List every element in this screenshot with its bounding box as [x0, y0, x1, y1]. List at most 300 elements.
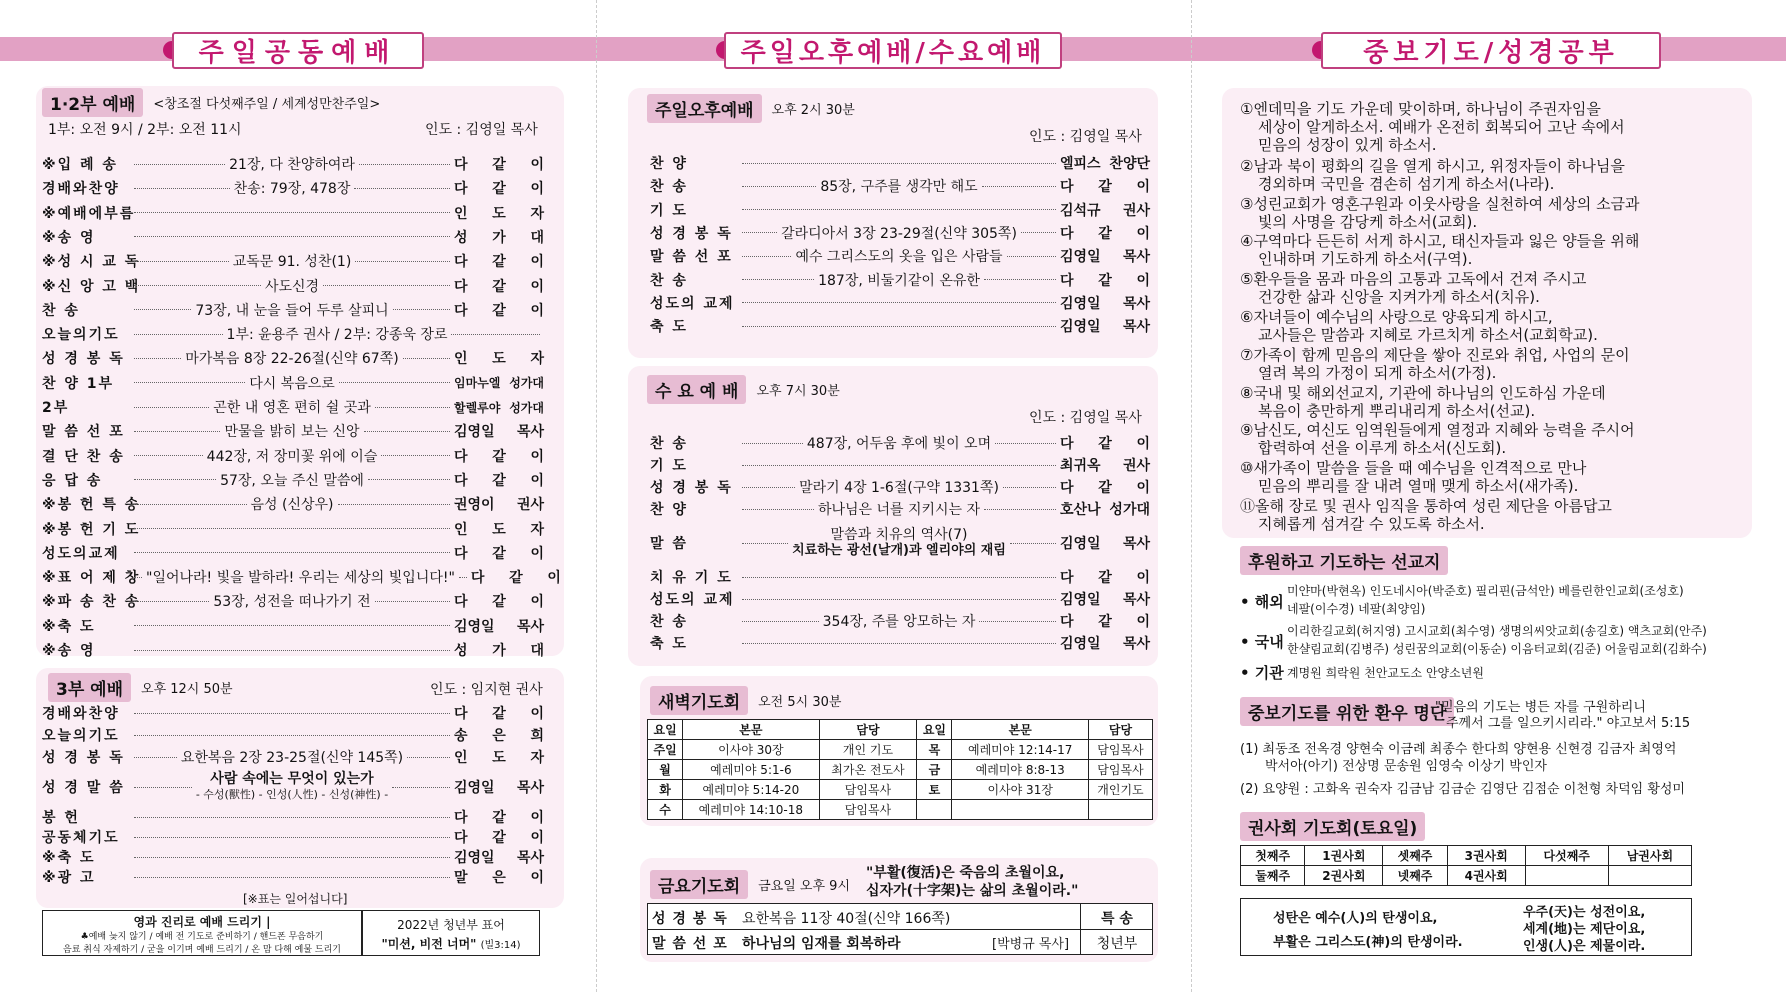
dot-leader: [451, 334, 540, 335]
order-row: [42, 420, 544, 442]
friday-col-divider: [1080, 904, 1081, 954]
order-row: [650, 454, 1150, 476]
order-row: [650, 245, 1150, 267]
missions-domestic-label: • 국내: [1240, 633, 1284, 651]
dot-leader: [134, 164, 225, 165]
friday-section: [650, 870, 850, 899]
table-row: [1241, 846, 1692, 866]
prayer-item: [1240, 157, 1625, 193]
dot-leader: [323, 285, 450, 286]
dot-leader: [354, 188, 450, 189]
sick-list-line-1: (1) 최동조 전옥경 양현숙 이금례 최종수 한다희 양현용 신현경 김금자 최영억: [1240, 742, 1677, 757]
dawn-section: [650, 686, 841, 715]
order-label: 성도의 교제: [650, 592, 735, 608]
dot-leader: [742, 599, 1056, 600]
order-label: 성도의 교제: [650, 295, 735, 312]
prayer-line: 인내하며 기도하게 하소서(구역).: [1258, 250, 1473, 269]
order-label: 응 답 송: [42, 472, 103, 489]
table-cell: 개인기도: [1088, 780, 1152, 800]
missions-org-line: 계명원 희락원 천안교도소 안양소년원: [1287, 666, 1484, 680]
order-content: 53장, 성전을 떠나가기 전: [213, 594, 371, 611]
dot-leader: [375, 601, 450, 602]
section-tag: 새벽기도회: [650, 686, 748, 715]
order-label: ※축 도: [42, 850, 96, 866]
order-label: 성 경 봉 독: [42, 750, 125, 766]
table-cell: 담임목사: [819, 780, 917, 800]
sick-list-section: [1240, 697, 1454, 726]
order-row: [42, 702, 544, 724]
order-label: 치 유 기 도: [650, 570, 733, 586]
dot-leader: [742, 163, 1056, 164]
prayer-item: [1240, 232, 1639, 268]
prayer-line: ③성린교회가 영혼구원과 이웃사랑을 실천하여 세상의 소금과: [1240, 194, 1640, 213]
dot-leader: [134, 407, 209, 408]
prayer-line: 세상이 알게하소서. 예배가 온전히 회복되어 고난 속에서: [1258, 118, 1625, 136]
order-label: 성 경 말 씀: [42, 780, 125, 796]
order-content: [196, 772, 388, 802]
table-cell: [1608, 866, 1691, 886]
order-row: [42, 866, 544, 888]
table-cell: 담임목사: [1088, 760, 1152, 780]
dot-leader: [742, 465, 1056, 466]
order-content: 요한복음 2장 23-25절(신약 145쪽): [180, 750, 404, 766]
dot-leader: [134, 552, 450, 553]
order-person: 김영일 목사: [1060, 636, 1150, 652]
dot-leader: [134, 382, 245, 383]
motto-text: [363, 935, 539, 952]
order-row: [650, 566, 1150, 588]
order-row: [42, 226, 544, 248]
prayer-line: ⑤환우들을 몸과 마음의 고통과 고독에서 건져 주시고: [1240, 270, 1587, 289]
order-label: 오늘의기도: [42, 728, 120, 744]
dot-leader: [134, 528, 450, 529]
dot-leader: [742, 186, 816, 187]
order-person: 최귀옥 권사: [1060, 458, 1150, 474]
order-person: 김석규 권사: [1060, 202, 1150, 219]
missions-overseas-line-1: 미얀마(박현옥) 인도네시아(박준호) 필리핀(금석안) 베를린한인교회(조성호): [1287, 584, 1684, 598]
table-cell: 예레미야 5:14-20: [683, 780, 819, 800]
dot-leader: [134, 261, 229, 262]
dot-leader: [134, 358, 181, 359]
dot-leader: [742, 302, 1056, 303]
dot-leader: [134, 757, 177, 758]
order-row: [650, 632, 1150, 654]
standing-note: [※표는 일어섭니다]: [243, 892, 348, 906]
prayer-line: ⑦가족이 함께 믿음의 제단을 쌓아 진로와 취업, 사업의 문이: [1240, 345, 1630, 364]
order-content: 하나님은 너를 지키시는 자: [817, 502, 981, 518]
order-label: 성 경 봉 독: [42, 351, 125, 368]
dot-leader: [338, 504, 451, 505]
order-content-line-1: 말씀과 치유의 역사(7): [830, 527, 968, 543]
dot-leader: [742, 256, 791, 257]
prayer-item: [1240, 384, 1606, 420]
dot-leader: [742, 509, 814, 510]
order-row: [42, 746, 544, 768]
dot-leader: [742, 543, 788, 544]
order-row: [42, 299, 544, 321]
sick-quote-2: 주께서 그를 일으키시리라." 야고보서 5:15: [1446, 716, 1691, 731]
order-label: 찬 송: [42, 302, 80, 319]
order-content: 73장, 내 눈을 들어 두루 살피니: [195, 302, 389, 319]
order-label: ※봉 헌 기 도: [42, 521, 141, 538]
sunday-afternoon-section: [647, 94, 855, 123]
friday-order-box: [647, 903, 1153, 955]
table-cell: [1088, 800, 1152, 820]
prayer-line: ②남과 북이 평화의 길을 열게 하시고, 위정자들이 하나님을: [1240, 156, 1625, 175]
dot-leader: [979, 621, 1056, 622]
order-person: 다 같 이: [454, 830, 544, 846]
prayer-line: 합력하여 선을 이루게 하소서(신도회).: [1258, 439, 1507, 458]
section-sub: 금요일 오후 9시: [758, 879, 851, 894]
table-cell: 남권사회: [1608, 846, 1691, 866]
order-person: 다 같 이: [454, 706, 544, 722]
dot-leader: [134, 601, 209, 602]
order-row: [42, 542, 544, 564]
order-label: ※입 례 송: [42, 157, 118, 173]
table-cell: 1권사회: [1305, 846, 1383, 866]
order-person: 김영일 목사: [1060, 295, 1150, 312]
service-leader: 인도 : 임지현 권사: [430, 682, 543, 698]
dot-leader: [1007, 256, 1056, 257]
section-tag: 수 요 예 배: [647, 375, 746, 404]
table-row: [648, 800, 1153, 820]
prayer-line: 건강한 삶과 신앙을 지켜가게 하소서(치유).: [1258, 288, 1540, 307]
order-label: 찬 송: [650, 272, 688, 289]
missions-domestic-line-2: 한샬림교회(김병주) 성린꿈의교회(이동순) 이음터교회(김준) 어울림교회(김화수): [1287, 642, 1707, 656]
order-row: [42, 590, 544, 612]
dot-leader: [459, 577, 467, 578]
table-cell: 금: [917, 760, 952, 780]
order-row: [42, 396, 544, 418]
order-person: 김영일 목사: [454, 780, 544, 796]
sick-list-line-2: 박서아(아기) 전상명 문송원 임영숙 이상기 박인자: [1265, 759, 1547, 774]
table-row: [648, 760, 1153, 780]
order-content: 57장, 오늘 주신 말씀에: [220, 472, 364, 489]
dot-leader: [368, 479, 450, 480]
prayer-line: 경외하며 국민을 겸손히 섬기게 하소서(나라).: [1258, 174, 1555, 193]
final-b3: 인생(人)은 제물이라.: [1523, 939, 1646, 954]
dot-leader: [134, 309, 191, 310]
order-label: 공동체기도: [42, 830, 120, 846]
friday-row-2-speaker: [박병규 목사]: [992, 937, 1070, 952]
order-content: 85장, 구주를 생각만 해도: [820, 179, 978, 196]
order-content: 487장, 어두움 후에 빛이 오며: [806, 436, 992, 452]
order-row: [650, 476, 1150, 498]
final-a2: 부활은 그리스도(神)의 탄생이라.: [1273, 935, 1463, 950]
order-row: [42, 639, 544, 661]
prayer-line: 열려 복의 가정이 되게 하소서(가정).: [1258, 363, 1497, 382]
friday-quote-1: "부활(復活)은 죽음의 초월이요,: [866, 865, 1065, 881]
order-content: 다시 복음으로: [249, 375, 335, 392]
order-label: 결 단 찬 송: [42, 448, 125, 465]
order-person: 다 같 이: [454, 254, 544, 271]
dot-leader: [995, 443, 1056, 444]
order-row: [650, 432, 1150, 454]
order-person: 말 은 이: [454, 870, 544, 886]
dot-leader: [1021, 232, 1056, 233]
order-label: 찬 송: [650, 436, 688, 452]
dot-leader: [134, 212, 450, 213]
order-person: 다 같 이: [454, 810, 544, 826]
order-row: [42, 493, 544, 515]
table-cell: 최가온 전도사: [819, 760, 917, 780]
order-row: [650, 292, 1150, 314]
table-row: [1241, 866, 1692, 886]
prayer-line: 빛의 사명을 감당케 하소서(교회).: [1258, 212, 1478, 231]
order-label: 기 도: [650, 458, 688, 474]
order-person: 다 같 이: [454, 594, 544, 611]
prayer-line: ⑨남신도, 여신도 임역원들에게 열정과 지혜와 능력을 주시어: [1240, 421, 1635, 440]
order-row: [650, 175, 1150, 197]
column-divider: [596, 0, 597, 992]
order-row: [42, 177, 544, 199]
order-content-line-2: 치료하는 광선(날개)과 엘리야의 재림: [792, 543, 1006, 558]
kwonsa-section: [1240, 812, 1425, 841]
order-row: [42, 469, 544, 491]
dot-leader: [134, 625, 450, 626]
order-person: 다 같 이: [1060, 436, 1150, 452]
order-content: 곤한 내 영혼 편히 쉴 곳과: [213, 400, 371, 416]
dot-leader: [134, 479, 216, 480]
order-content: "일어나라! 빛을 발하라! 우리는 세상의 빛입니다!": [146, 570, 455, 587]
order-content: 말라기 4장 1-6절(구약 1331쪽): [799, 480, 999, 496]
missions-org-label: • 기관: [1240, 664, 1284, 682]
order-row: [42, 518, 544, 540]
dot-leader: [134, 334, 223, 335]
order-person: 호산나 성가대: [1060, 502, 1150, 518]
prayer-line: 믿음의 성장이 있게 하소서.: [1258, 136, 1437, 154]
order-person: 임마누엘 성가대: [454, 376, 545, 391]
order-content: 마가복음 8장 22-26절(신약 67쪽): [185, 351, 399, 368]
table-header-cell: 본문: [683, 720, 819, 740]
table-header-cell: 본문: [952, 720, 1088, 740]
order-person: 다 같 이: [454, 157, 544, 173]
order-person: 엘피스 찬양단: [1060, 156, 1150, 172]
order-content: 갈라디아서 3장 23-29절(신약 305쪽): [781, 225, 1017, 242]
order-label: 2부: [42, 400, 70, 416]
section-sub: 오후 12시 50분: [141, 682, 233, 697]
dot-leader: [134, 735, 450, 736]
section-sub: <창조절 다섯째주일 / 세계성만찬주일>: [153, 97, 381, 112]
order-row: [42, 615, 544, 637]
order-label: 찬 양 1부: [42, 375, 115, 392]
order-row: [42, 846, 544, 868]
final-b2: 세계(地)는 제단이요,: [1523, 922, 1646, 937]
dot-leader: [982, 186, 1056, 187]
table-cell: 예레미야 14:10-18: [683, 800, 819, 820]
prayer-line: 교사들은 말씀과 지혜로 가르치게 하소서(교회학교).: [1258, 325, 1598, 344]
section-tag: 1·2부 예배: [42, 88, 143, 117]
order-person: 다 같 이: [470, 570, 561, 587]
friday-row-2-content: 하나님의 임재를 회복하라: [742, 936, 901, 952]
order-person: 다 같 이: [454, 448, 545, 465]
dot-leader: [134, 236, 450, 237]
service-leader: 인도 : 김영일 목사: [1029, 410, 1142, 426]
table-cell: 4권사회: [1447, 866, 1525, 886]
kwonsa-schedule-table: [1240, 845, 1692, 886]
order-person: 김영일 목사: [1060, 249, 1151, 266]
order-label: ※성 시 교 독: [42, 254, 141, 271]
order-row: [650, 199, 1150, 221]
dot-leader: [742, 232, 777, 233]
table-header-row: [648, 720, 1153, 740]
dot-leader: [375, 407, 450, 408]
table-cell: 다섯째주: [1525, 846, 1608, 866]
table-cell: 주일: [648, 740, 683, 760]
dot-leader: [403, 358, 450, 359]
friday-row-divider: [648, 929, 1152, 930]
dot-leader: [742, 643, 1056, 644]
order-row: [42, 323, 544, 345]
order-person: 인 도 자: [454, 351, 544, 368]
table-cell: 토: [917, 780, 952, 800]
order-person: 김영일 목사: [454, 618, 544, 635]
order-person: 성 가 대: [454, 643, 544, 659]
guide-line-2: 음료 취식 자제하기 / 굳을 이기며 예배 드리기 / 온 맘 다해 예물 드리기: [63, 945, 341, 955]
order-label: 말 씀 선 포: [42, 424, 125, 441]
dot-leader: [742, 326, 1056, 327]
dot-leader: [364, 431, 450, 432]
dot-leader: [134, 857, 450, 858]
motto-final-box: [1240, 898, 1692, 956]
order-person: 다 같 이: [454, 472, 544, 489]
order-content: 만물을 밝히 보는 신앙: [224, 424, 360, 441]
order-row: [650, 588, 1150, 610]
dot-leader: [134, 837, 450, 838]
dot-leader: [355, 261, 450, 262]
order-content-line-2: - 수성(獸性) - 인성(人性) - 신성(神性) -: [195, 788, 389, 801]
order-label: ※예배에부름: [42, 205, 136, 222]
table-cell: 3권사회: [1447, 846, 1525, 866]
section-tag: 주일오후예배: [647, 94, 762, 123]
order-label: 찬 송: [650, 614, 688, 630]
order-label: 봉 헌: [42, 810, 80, 826]
table-cell: 예레미야 8:8-13: [952, 760, 1088, 780]
prayer-item: [1240, 497, 1612, 533]
dot-leader: [134, 787, 192, 788]
order-person: 성 가 대: [454, 229, 544, 246]
order-label: ※신 앙 고 백: [42, 278, 141, 295]
table-cell: 화: [648, 780, 683, 800]
table-cell: 수: [648, 800, 683, 820]
friday-row-2-label: 말 씀 선 포: [652, 936, 728, 952]
order-label: 찬 양: [650, 156, 688, 172]
order-person: 다 같 이: [1060, 225, 1151, 242]
order-row: [42, 445, 544, 467]
prayer-line: ⑪올해 장로 및 권사 임직을 통하여 성린 제단을 아름답고: [1240, 496, 1612, 515]
service-time: 1부: 오전 9시 / 2부: 오전 11시: [48, 122, 242, 138]
order-person: 다 같 이: [454, 278, 545, 295]
order-person: 송 은 희: [454, 728, 544, 744]
sick-list-line-3: (2) 요양원 : 고화옥 권숙자 김금남 김금순 김영단 김점순 이천형 차덕임 황성미: [1240, 782, 1685, 797]
order-content: 음성 (신상우): [250, 497, 334, 514]
order-label: ※송 영: [42, 229, 96, 246]
order-person: 다 같 이: [1060, 179, 1150, 196]
guide-line-1: ♣예배 늦지 않기 / 예배 전 기도로 준비하기 / 핸드폰 무음하기: [80, 932, 324, 942]
table-cell: 예레미야 5:1-6: [683, 760, 819, 780]
order-label: ※축 도: [42, 618, 96, 635]
final-a1: 성탄은 예수(人)의 탄생이요,: [1273, 911, 1438, 926]
dot-leader: [134, 877, 450, 878]
missions-domestic-line-1: 이리한길교회(허지영) 고시교회(최수영) 생명의씨앗교회(송길호) 액츠교회(안주): [1287, 624, 1707, 638]
dot-leader: [134, 504, 247, 505]
column-divider: [1191, 0, 1192, 992]
order-content: 사도신경: [264, 278, 320, 295]
friday-quote-2: 십자가(十字架)는 삶의 초월이라.": [866, 883, 1079, 899]
order-label: ※봉 헌 특 송: [42, 497, 141, 514]
final-b1: 우주(天)는 성전이요,: [1523, 905, 1646, 920]
order-label: 성 경 봉 독: [650, 480, 733, 496]
missions-overseas-line-2: 네팔(이수경) 네팔(최양임): [1287, 602, 1426, 616]
order-content: 187장, 비둘기같이 온유한: [818, 272, 980, 289]
order-person: 인 도 자: [454, 205, 544, 222]
order-person: 다 같 이: [454, 181, 545, 198]
dot-leader: [134, 817, 450, 818]
table-cell: 담임목사: [1088, 740, 1152, 760]
missions-overseas-label: • 해외: [1240, 593, 1284, 611]
order-row: [42, 566, 561, 588]
order-label: 찬 양: [650, 502, 688, 518]
dot-leader: [134, 577, 142, 578]
order-person: 김영일 목사: [1060, 319, 1150, 336]
order-label: 기 도: [650, 202, 688, 219]
order-row: [42, 153, 544, 175]
guide-title: 영과 진리로 예배 드리기 |: [133, 915, 271, 929]
order-content: 예수 그리스도의 옷을 입은 사람들: [795, 249, 1003, 266]
order-person: 김영일 목사: [1060, 592, 1150, 608]
section-sub: 오후 2시 30분: [771, 103, 855, 118]
order-person: 김영일 목사: [454, 424, 545, 441]
order-label: ※광 고: [42, 870, 96, 886]
dot-leader: [134, 188, 230, 189]
table-cell: 셋째주: [1383, 846, 1447, 866]
order-person: 인 도 자: [454, 521, 544, 538]
order-person: 권영이 권사: [454, 497, 544, 514]
service-leader: 인도 : 김영일 목사: [425, 122, 538, 138]
table-cell: 예레미야 12:14-17: [952, 740, 1088, 760]
order-content: 찬송: 79장, 478장: [233, 181, 351, 198]
prayer-item: [1240, 308, 1598, 344]
order-row: [650, 498, 1150, 520]
order-row: [42, 202, 544, 224]
dot-leader: [407, 757, 450, 758]
order-content: 교독문 91. 성찬(1): [232, 254, 352, 271]
order-label: 성도의교제: [42, 545, 120, 562]
order-row: [650, 269, 1150, 291]
prayer-item: [1240, 346, 1630, 382]
order-person: 다 같 이: [454, 302, 544, 319]
prayer-line: 믿음의 뿌리를 잘 내려 열매 맺게 하소서(새가족).: [1258, 477, 1579, 496]
header-title-1: 주일공동예배: [172, 32, 424, 69]
header-title-3: 중보기도/성경공부: [1321, 32, 1661, 69]
order-row: [42, 347, 544, 369]
dot-leader: [392, 787, 450, 788]
order-content: 21장, 다 찬양하여라: [229, 157, 355, 173]
friday-row-1-label: 성 경 봉 독: [652, 911, 728, 927]
friday-row-2-person: 청년부: [1096, 936, 1138, 952]
section-sub: 오후 7시 30분: [756, 384, 840, 399]
dawn-schedule-table: [647, 719, 1153, 820]
order-content: 354장, 주를 앙모하는 자: [822, 614, 976, 630]
friday-row-1-person: 특 송: [1101, 911, 1133, 927]
order-content: 442장, 저 장미꽃 위에 이슬: [206, 448, 378, 465]
header-title-2: 주일오후예배/수요예배: [724, 32, 1062, 69]
order-label: ※파 송 찬 송: [42, 594, 141, 611]
section-tag: 3부 예배: [48, 673, 131, 702]
prayer-line: ⑥자녀들이 예수님의 사랑으로 양육되게 하시고,: [1240, 307, 1553, 326]
order-label: ※표 어 제 창: [42, 570, 141, 587]
order-row: [42, 826, 544, 848]
